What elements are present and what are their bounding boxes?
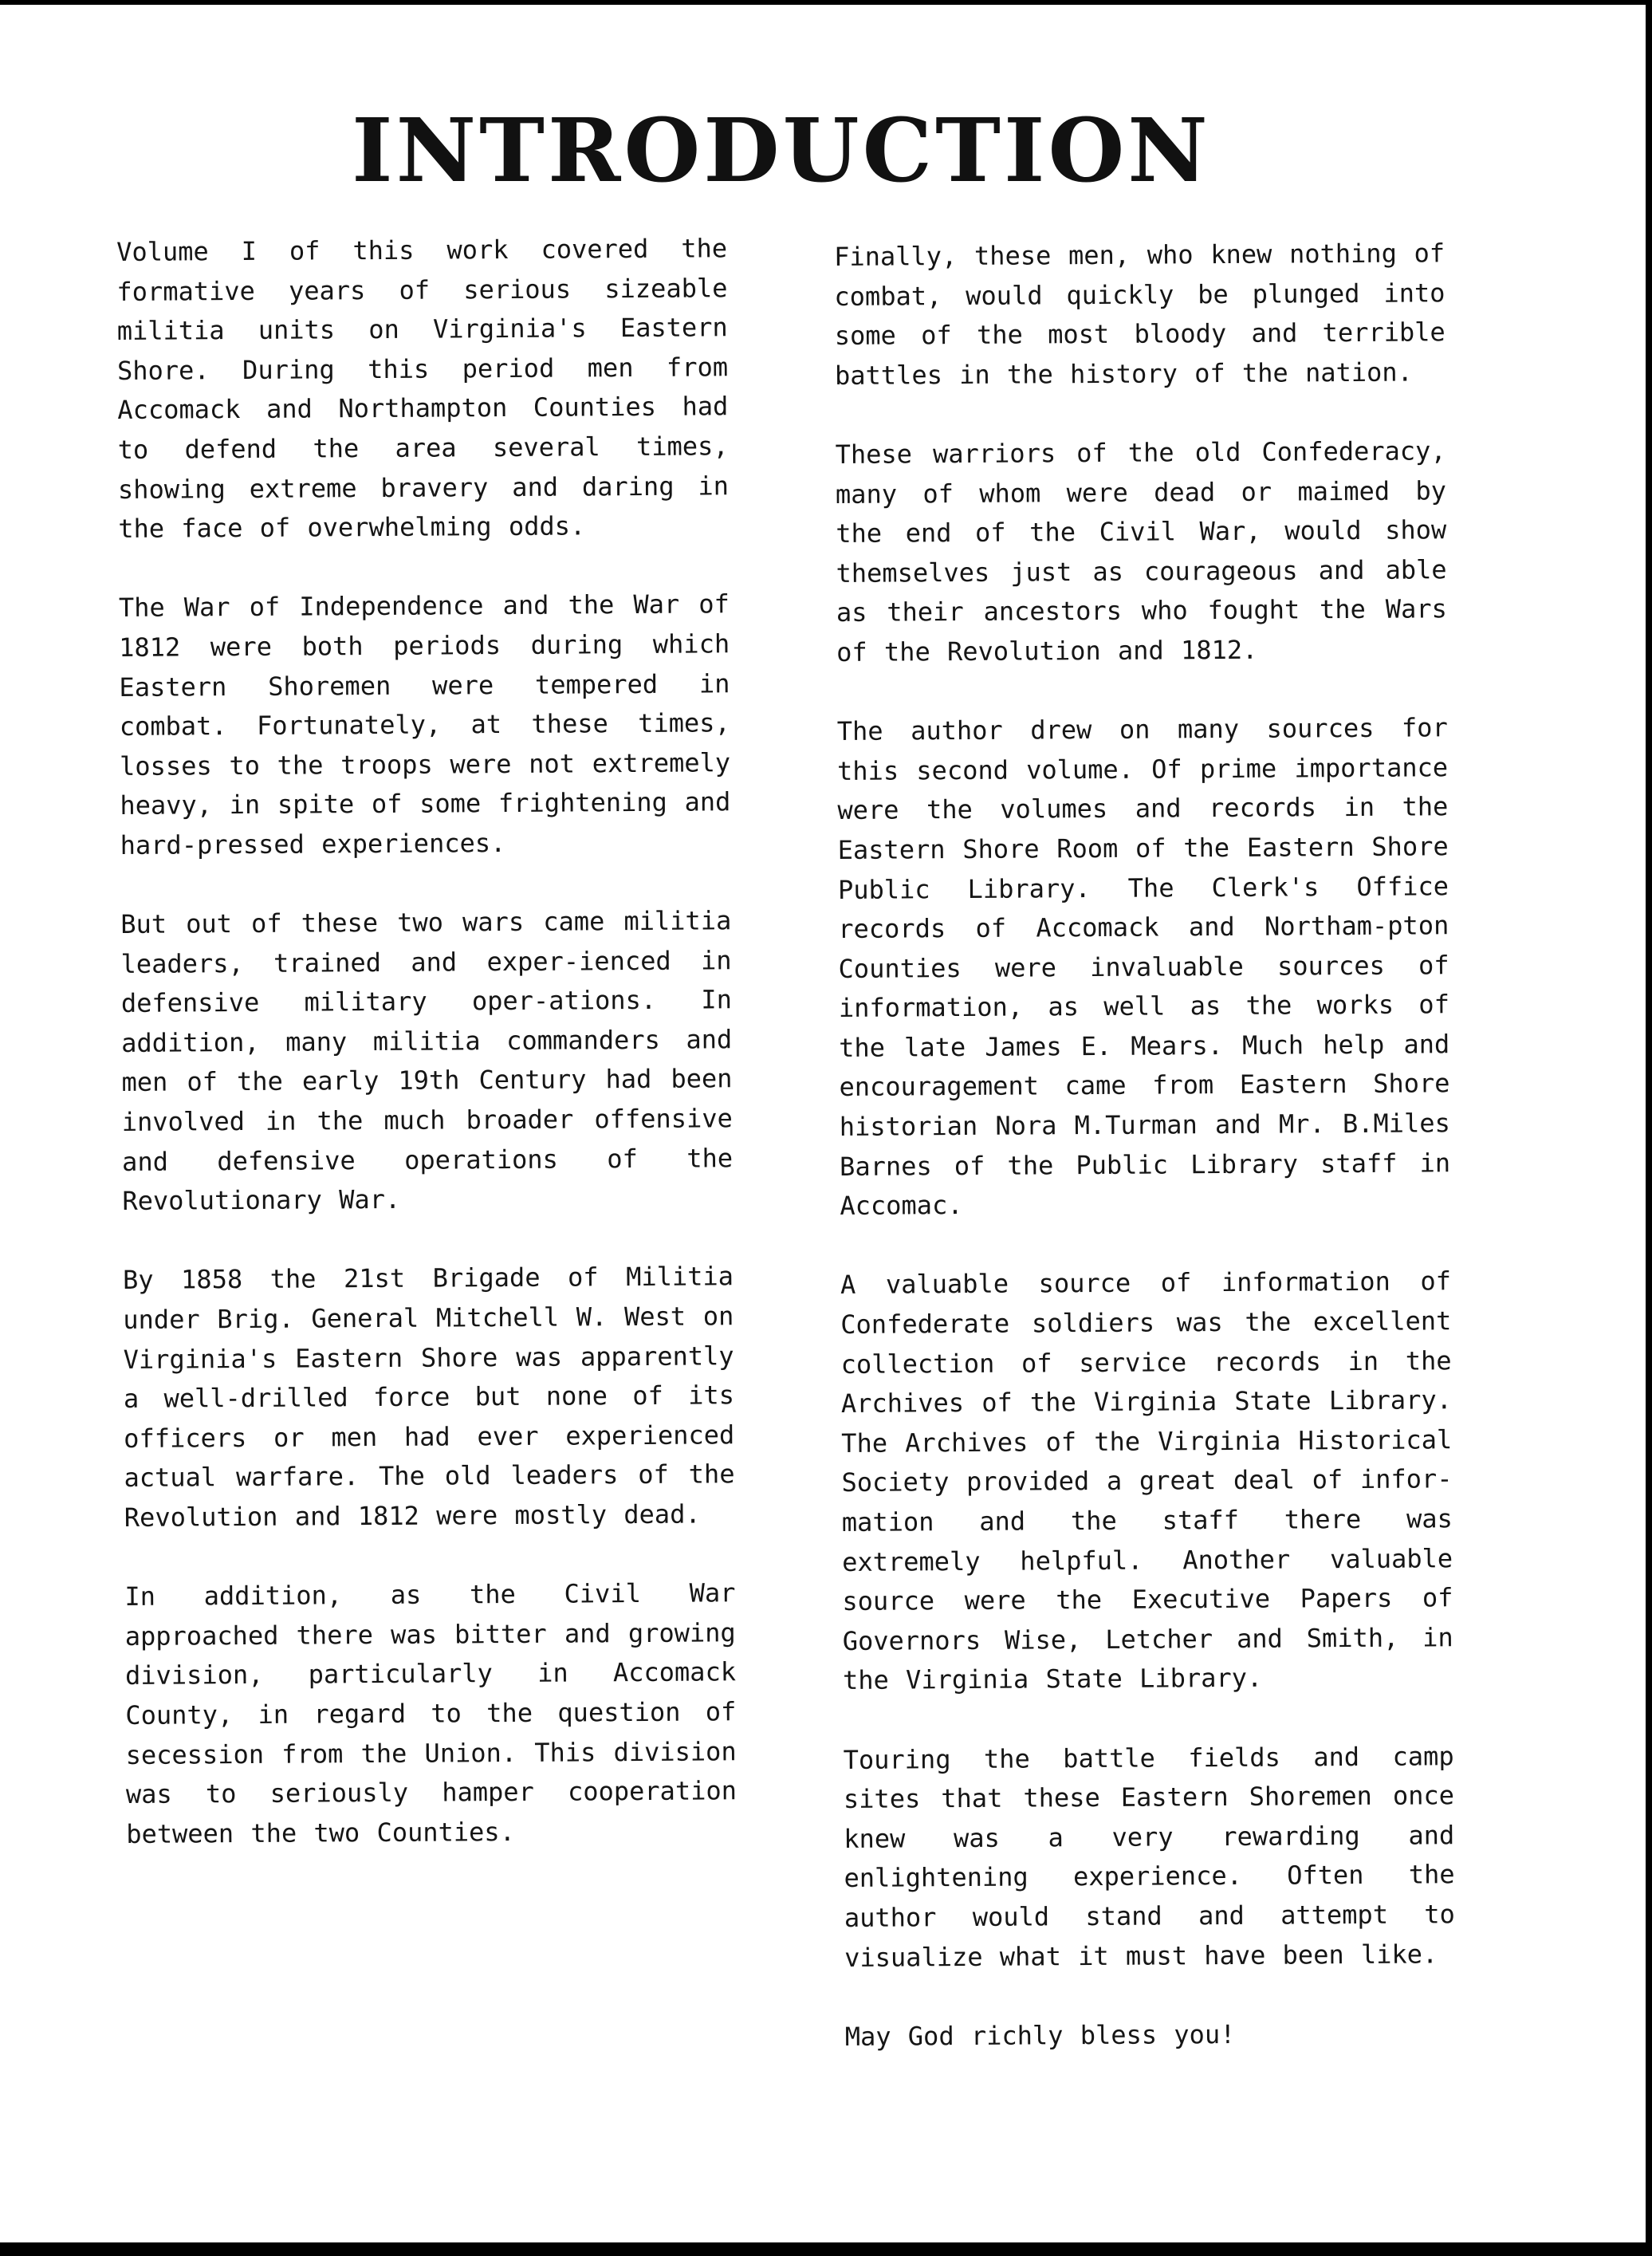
document-page: [0, 5, 1646, 2242]
paragraph: The War of Independence and the War of 1812 were both periods during which Eastern Shoremen were tempered in combat. Fortunately, at these times, losses to the troops were not extremely heavy, in spite of some frightening and hard-pressed experiences.: [118, 589, 731, 860]
paragraph: These warriors of the old Confederacy, many of whom were dead or maimed by the end of the Civil War, would show themselves just as courageous and able as their ancestors who fought the Wars of the Revolution and 1812.: [835, 435, 1447, 667]
paragraph: But out of these two wars came militia leaders, trained and exper-ienced in defensive military oper-ations. In addition, many militia commanders and men of the early 19th Century had been involved in the much broader offensive and defensive operations of the Revolutionary War.: [120, 905, 734, 1217]
closing-line: May God richly bless you!: [844, 2018, 1236, 2052]
paragraph: The author drew on many sources for this second volume. Of prime importance were the volumes and records in the Eastern Shore Room of the Eastern Shore Public Library. The Clerk's Office records of Accomack and Northam-pton Counties were invaluable sources of information, as well as the works of the late James E. Mears. Much help and encouragement came from Eastern Shore historian Nora M.Turman and Mr. B.Miles Barnes of the Public Library staff in Accomac.: [836, 712, 1451, 1222]
paragraph: In addition, as the Civil War approached there was bitter and growing division, particularly in Accomack County, in regard to the question of secession from the Union. This division was to seriously hamper cooperation between the two Counties.: [124, 1577, 738, 1849]
paragraph: Touring the battle fields and camp sites that these Eastern Shoremen once knew was a very rewarding and enlightening experience. Often the author would stand and attempt to visualize what it must have been like.: [843, 1740, 1455, 1973]
page-title: INTRODUCTION: [352, 99, 1211, 202]
paragraph: Volume I of this work covered the formative years of serious sizeable militia units on Virginia's Eastern Shore. During this period men from Accomack and Northampton Counties had to defend the area several times, showing extreme bravery and daring in the face of overwhelming odds.: [116, 233, 730, 545]
paragraph: A valuable source of information of Confederate soldiers was the excellent collection of service records in the Archives of the Virginia State Library. The Archives of the Virginia Historical Society provided a great deal of infor-mation and the staff there was extremely helpful. Another valuable source were the Executive Papers of Governors Wise, Letcher and Smith, in the Virginia State Library.: [840, 1266, 1453, 1696]
left-column: [116, 229, 738, 1894]
paragraph: By 1858 the 21st Brigade of Militia under Brig. General Mitchell W. West on Virginia's Eastern Shore was apparently a well-drilled force but none of its officers or men had ever experienced actual warfare. The old leaders of the Revolution and 1812 were mostly dead.: [122, 1261, 735, 1533]
right-column: [834, 234, 1456, 2097]
paragraph: Finally, these men, who knew nothing of combat, would quickly be plunged into some of the most bloody and terrible battles in the history of the nation.: [834, 238, 1446, 391]
